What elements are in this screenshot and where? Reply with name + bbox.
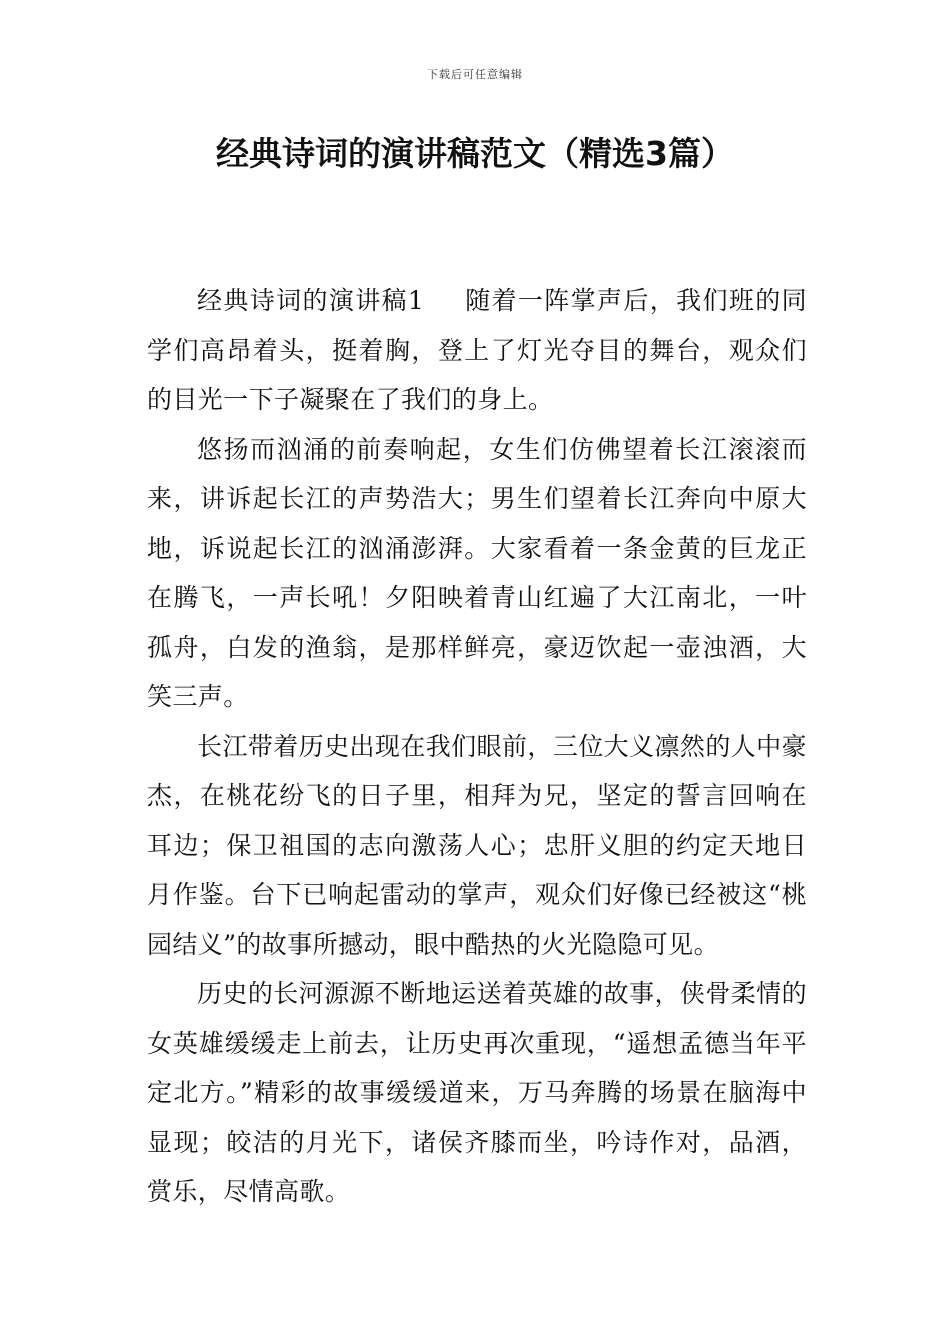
paragraph-1-text: 随着一阵掌声后，我们班的同学们高昂着头，挺着胸，登上了灯光夺目的舞台，观众们的目光一下子凝聚在了我们的身上。 (147, 286, 807, 414)
document-title: 经典诗词的演讲稿范文（精选3篇） (216, 134, 734, 173)
paragraph-4: 历史的长河源源不断地运送着英雄的故事，侠骨柔情的女英雄缓缓走上前去，让历史再次重现，“遥想孟德当年平定北方。”精彩的故事缓缓道来，万马奔腾的场景在脑海中显现；皎洁的月光下，诸侯齐膝而坐，吟诗作对，品酒，赏乐，尽情高歌。 (147, 979, 807, 1206)
document-body (147, 276, 807, 1217)
header-note: 下载后可任意编辑 (427, 68, 523, 81)
section-heading: 经典诗词的演讲稿1 (197, 286, 425, 315)
paragraph-1 (147, 276, 807, 425)
paragraph-3: 长江带着历史出现在我们眼前，三位大义凛然的人中豪杰，在桃花纷飞的日子里，相拜为兄，坚定的誓言回响在耳边；保卫祖国的志向激荡人心；忠肝义胆的约定天地日月作鉴。台下已响起雷动的掌声，观众们好像已经被这“桃园结义”的故事所撼动，眼中酷热的火光隐隐可见。 (147, 731, 807, 959)
paragraph-2: 悠扬而汹涌的前奏响起，女生们仿佛望着长江滚滚而来，讲诉起长江的声势浩大；男生们望着长江奔向中原大地，诉说起长江的汹涌澎湃。大家看着一条金黄的巨龙正在腾飞，一声长吼！夕阳映着青山红遍了大江南北，一叶孤舟，白发的渔翁，是那样鲜亮，豪迈饮起一壶浊酒，大笑三声。 (147, 434, 807, 711)
